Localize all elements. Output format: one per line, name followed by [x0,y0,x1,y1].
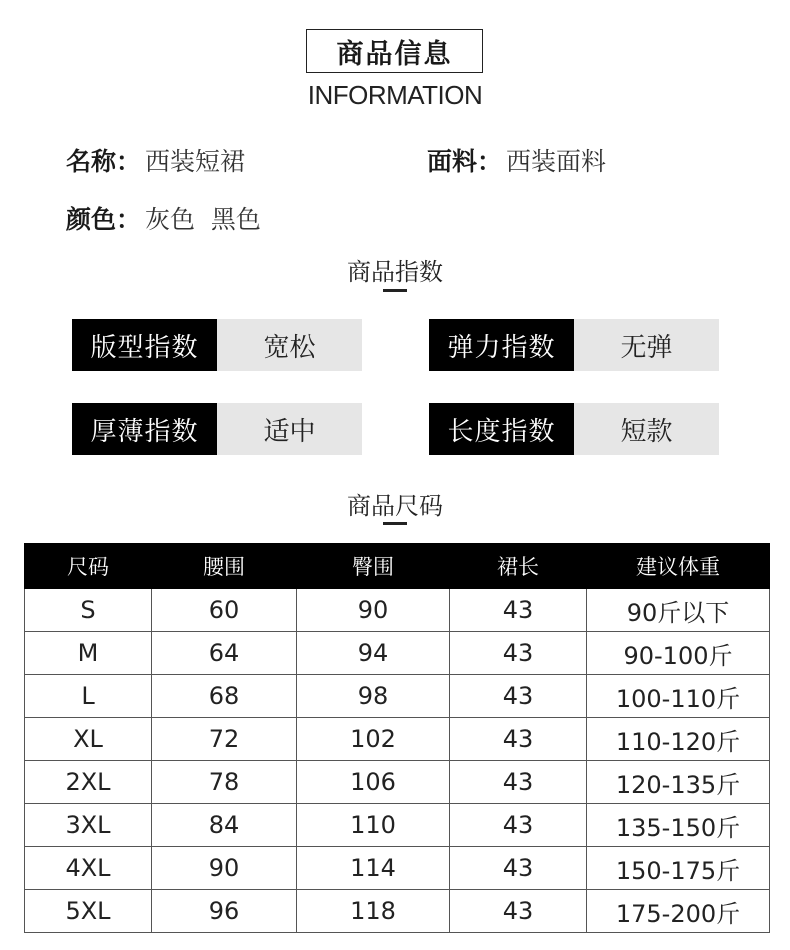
index-heading-underline [383,289,407,292]
table-cell: 118 [297,890,450,933]
table-cell: 90斤以下 [587,589,770,632]
table-cell: 100-110斤 [587,675,770,718]
table-cell: 90-100斤 [587,632,770,675]
table-cell: XL [25,718,152,761]
size-heading-underline [383,522,407,525]
table-row [25,632,770,675]
index-card-thickness [72,403,362,455]
table-cell: M [25,632,152,675]
index-heading: 商品指数 [347,258,443,286]
table-cell: 43 [450,761,587,804]
table-cell: 68 [152,675,297,718]
table-cell: 64 [152,632,297,675]
size-heading: 商品尺码 [347,492,443,520]
table-cell: 110 [297,804,450,847]
index-value: 适中 [217,403,362,455]
index-value: 宽松 [217,319,362,371]
table-cell: 3XL [25,804,152,847]
table-cell: 94 [297,632,450,675]
table-row [25,761,770,804]
info-name [66,142,245,178]
table-cell: 43 [450,718,587,761]
table-row [25,675,770,718]
index-label: 长度指数 [429,403,574,455]
info-value: 灰色 黑色 [145,205,261,234]
table-cell: 150-175斤 [587,847,770,890]
table-cell: 106 [297,761,450,804]
table-cell: 43 [450,890,587,933]
table-cell: 78 [152,761,297,804]
table-cell: 120-135斤 [587,761,770,804]
table-cell: 2XL [25,761,152,804]
table-cell: 98 [297,675,450,718]
index-label: 厚薄指数 [72,403,217,455]
table-cell: 175-200斤 [587,890,770,933]
column-header: 裙长 [450,544,587,589]
info-value: 西装短裙 [145,147,246,176]
table-cell: 60 [152,589,297,632]
page-title: 商品信息 [306,29,483,73]
table-cell: 4XL [25,847,152,890]
info-label: 颜色： [66,205,142,234]
index-label: 版型指数 [72,319,217,371]
table-cell: 114 [297,847,450,890]
table-row [25,804,770,847]
page-subtitle: INFORMATION [307,80,483,110]
table-cell: 5XL [25,890,152,933]
table-cell: 90 [297,589,450,632]
table-cell: 135-150斤 [587,804,770,847]
size-table [24,543,770,933]
table-cell: 43 [450,632,587,675]
table-row [25,718,770,761]
table-cell: 72 [152,718,297,761]
index-value: 短款 [574,403,719,455]
index-value: 无弹 [574,319,719,371]
table-cell: 43 [450,589,587,632]
info-color [66,200,261,236]
index-card-elasticity [429,319,719,371]
table-cell: 43 [450,675,587,718]
column-header: 腰围 [152,544,297,589]
info-label: 面料： [427,147,503,176]
table-cell: 90 [152,847,297,890]
table-cell: 84 [152,804,297,847]
size-table-header [25,544,770,589]
table-row [25,890,770,933]
column-header: 建议体重 [587,544,770,589]
table-row [25,847,770,890]
info-label: 名称： [66,147,142,176]
table-cell: 102 [297,718,450,761]
column-header: 尺码 [25,544,152,589]
column-header: 臀围 [297,544,450,589]
index-card-length [429,403,719,455]
table-cell: 43 [450,847,587,890]
index-label: 弹力指数 [429,319,574,371]
table-cell: S [25,589,152,632]
table-cell: 43 [450,804,587,847]
index-card-fit [72,319,362,371]
table-cell: L [25,675,152,718]
table-cell: 110-120斤 [587,718,770,761]
table-row [25,589,770,632]
info-fabric [427,142,606,178]
table-cell: 96 [152,890,297,933]
info-value: 西装面料 [506,147,607,176]
